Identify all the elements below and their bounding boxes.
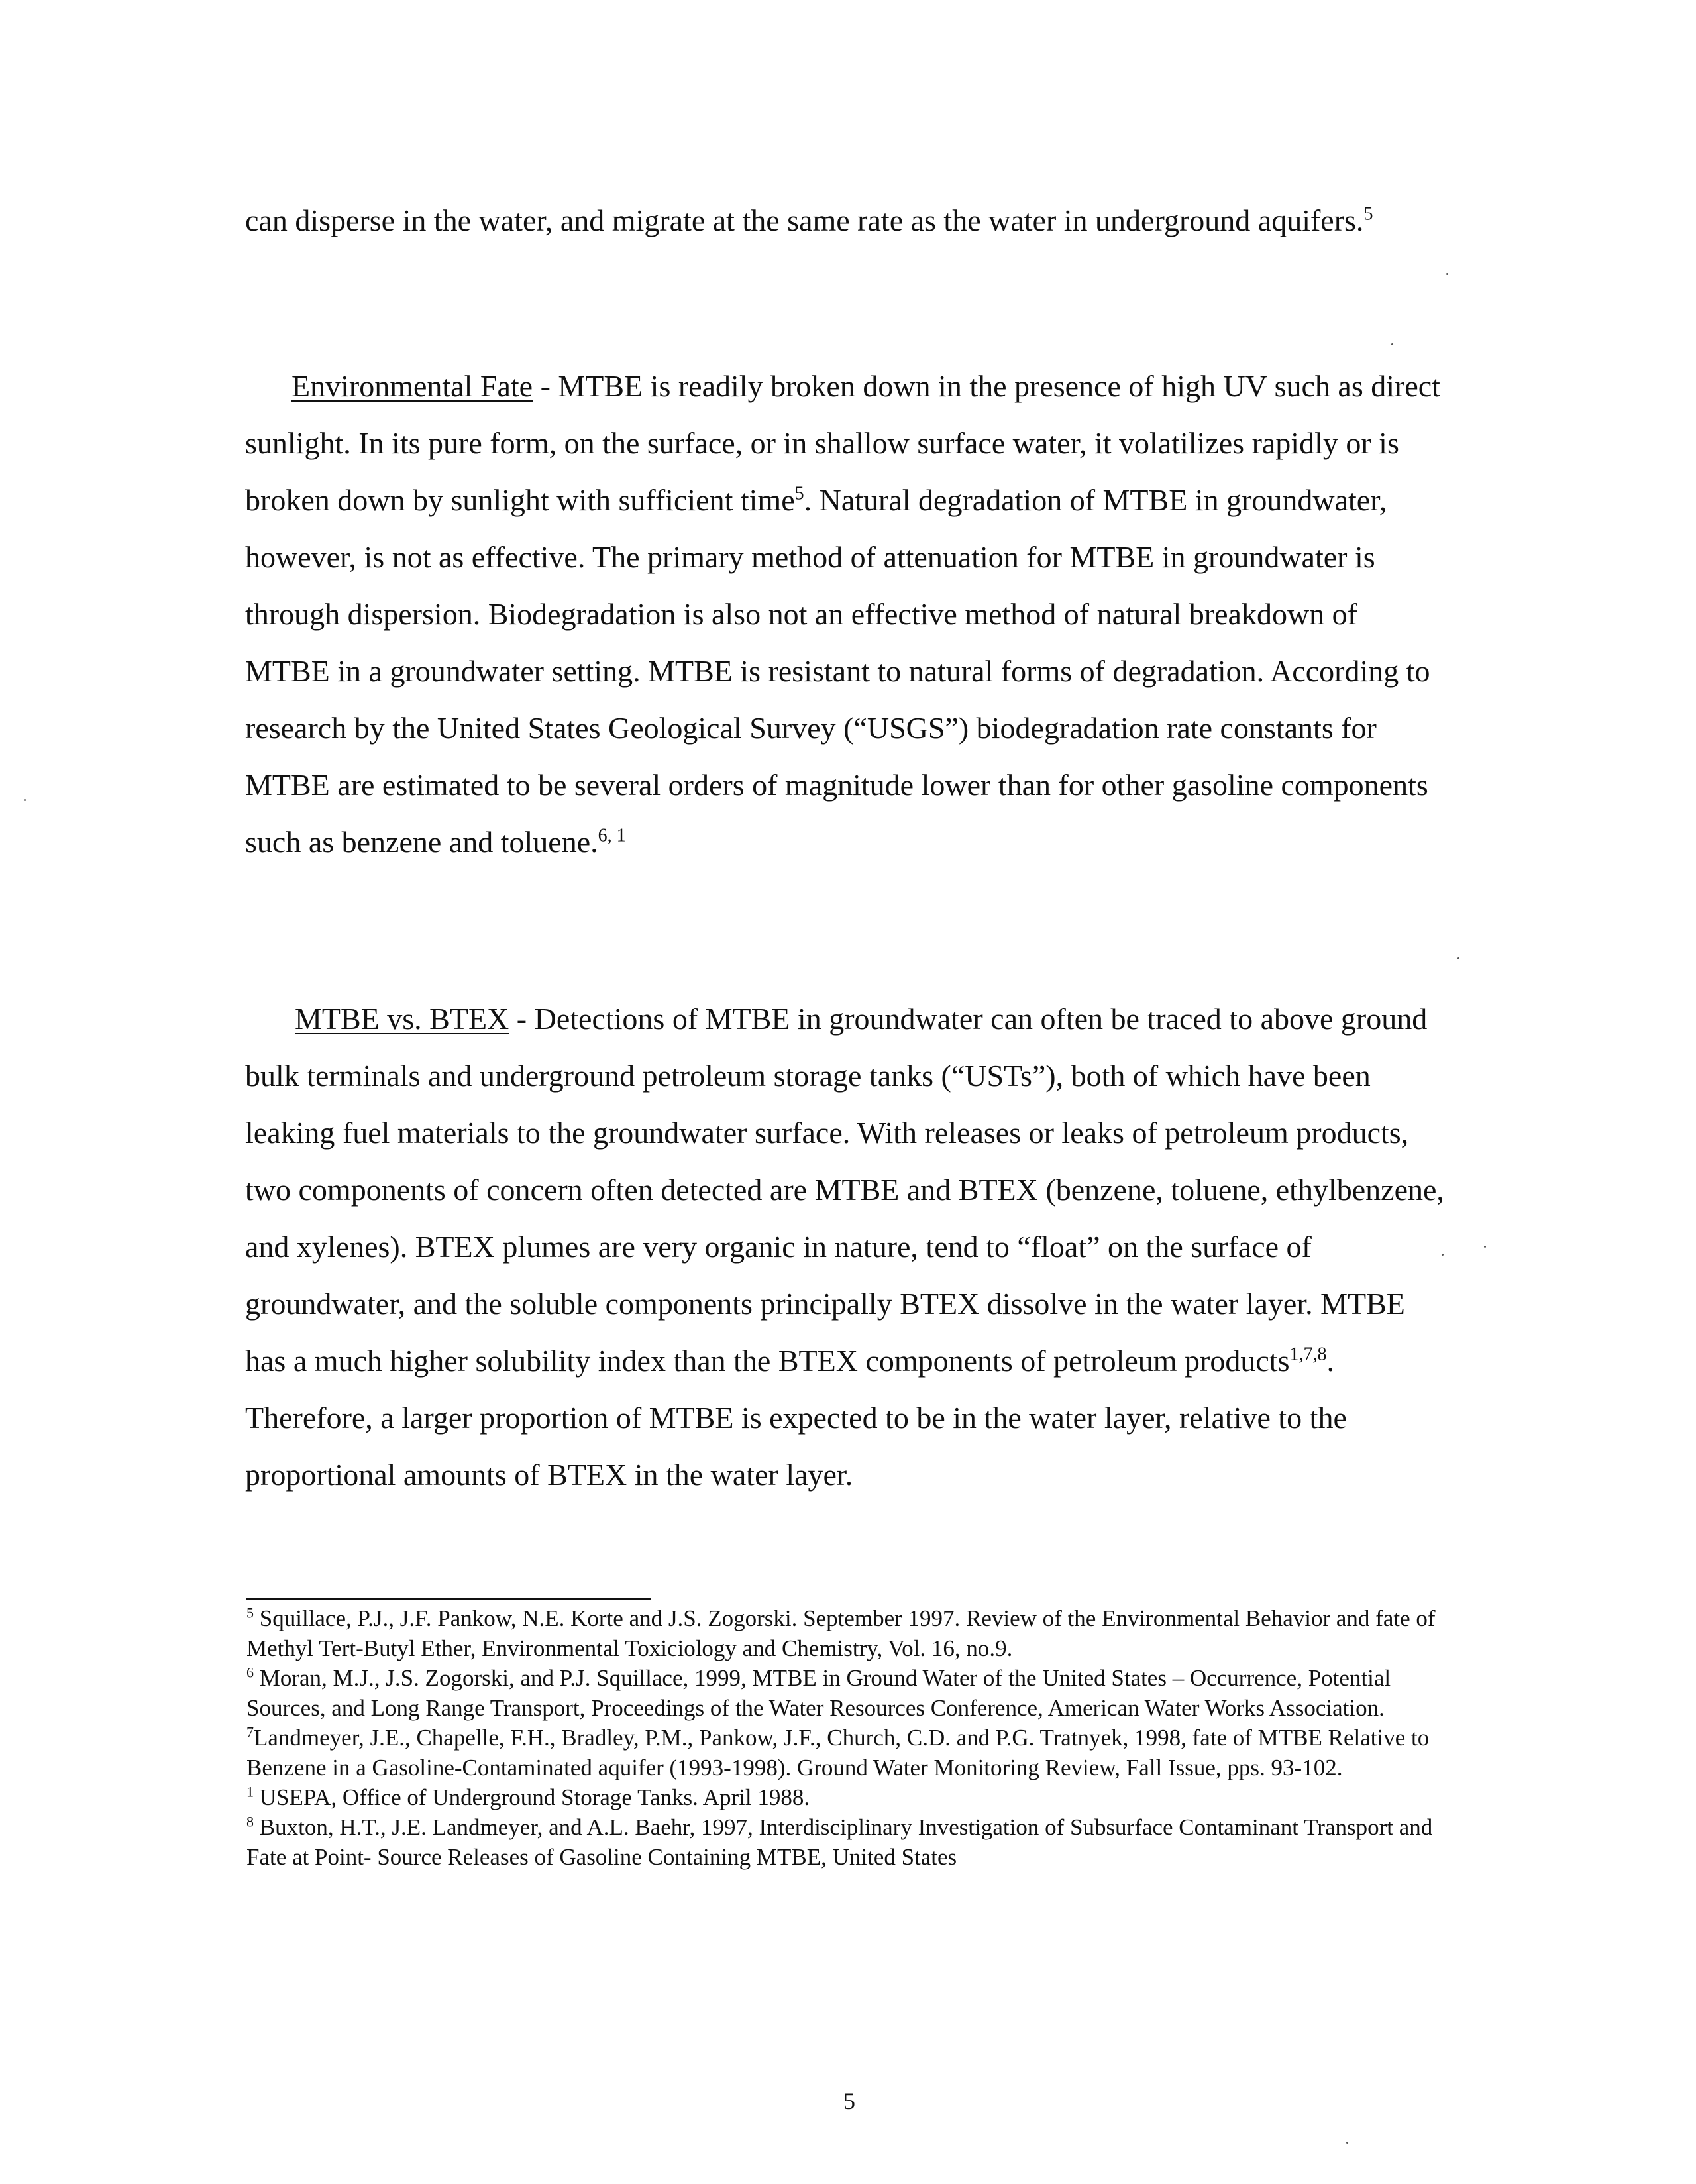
- footnote-number: 8: [246, 1813, 254, 1830]
- footnote-divider: [246, 1598, 651, 1600]
- footnote-text: Buxton, H.T., J.E. Landmeyer, and A.L. Baehr, 1997, Interdisciplinary Investigation of Subsurface Contaminant Transport and Fate at Point- Source Releases of Gasoline Containing MTBE, United States: [246, 1814, 1433, 1870]
- footnote: [246, 1663, 1452, 1723]
- section-heading-mtbe-vs-btex: MTBE vs. BTEX: [295, 1002, 509, 1036]
- paragraph-dispersion: [245, 192, 1444, 249]
- scan-speck: [1446, 273, 1448, 275]
- footnote-text: Landmeyer, J.E., Chapelle, F.H., Bradley, P.M., Pankow, J.F., Church, C.D. and P.G. Tratnyek, 1998, fate of MTBE Relative to Benzene in a Gasoline-Contaminated aquifer (1993-1998). Ground Water Monitoring Review, Fall Issue, pps. 93-102.: [246, 1725, 1430, 1780]
- paragraph-text: MTBE is readily broken down in the presence of high UV such as direct sunlight. In its pure form, on the surface, or in shallow surface water, it volatilizes rapidly or is broken down by sunlight with sufficient time: [245, 369, 1440, 517]
- paragraph-text: Detections of MTBE in groundwater can often be traced to above ground bulk terminals and underground petroleum storage tanks (“USTs”), both of which have been leaking fuel materials to the groundwater surface. With releases or leaks of petroleum products, two components of concern often detected are MTBE and BTEX (benzene, toluene, ethylbenzene, and xylenes). BTEX plumes are very organic in nature, tend to “float” on the surface of groundwater, and the soluble components principally BTEX dissolve in the water layer. MTBE has a much higher solubility index than the BTEX components of petroleum products: [245, 1002, 1444, 1378]
- footnote-number: 1: [246, 1783, 254, 1800]
- section-heading-environmental-fate: Environmental Fate: [292, 369, 533, 403]
- footnote: [246, 1604, 1452, 1663]
- footnotes: [246, 1604, 1452, 1872]
- scan-speck: [1442, 1254, 1444, 1256]
- paragraph-mtbe-vs-btex: [245, 991, 1444, 1503]
- footnote-ref: 5: [794, 483, 804, 504]
- footnote: [246, 1812, 1452, 1872]
- paragraph-text: can disperse in the water, and migrate at the same rate as the water in underground aquifers.: [245, 203, 1364, 237]
- footnote-number: 5: [246, 1604, 254, 1621]
- footnote-number: 6: [246, 1664, 254, 1681]
- footnote: [246, 1782, 1452, 1812]
- paragraph-text: . Natural degradation of MTBE in groundwater, however, is not as effective. The primary method of attenuation for MTBE in groundwater is through dispersion. Biodegradation is also not an effective method of natural breakdown of MTBE in a groundwater setting. MTBE is resistant to natural forms of degradation. According to research by the United States Geological Survey (“USGS”) biodegradation rate constants for MTBE are estimated to be several orders of magnitude lower than for other gasoline components such as benzene and toluene.: [245, 483, 1430, 859]
- page-number: 5: [843, 2088, 855, 2114]
- footnote-ref: 5: [1363, 203, 1373, 225]
- footnote: [246, 1723, 1452, 1782]
- footnote-ref: 1,7,8: [1289, 1344, 1327, 1365]
- scan-speck: [1484, 1246, 1486, 1248]
- footnote-number: 7: [246, 1723, 254, 1741]
- paragraph-text: . Therefore, a larger proportion of MTBE is expected to be in the water layer, relative to the proportional amounts of BTEX in the water layer.: [245, 1344, 1347, 1492]
- footnote-ref: 6, 1: [598, 825, 626, 846]
- footnote-text: Squillace, P.J., J.F. Pankow, N.E. Korte and J.S. Zogorski. September 1997. Review of the Environmental Behavior and fate of Methyl Tert-Butyl Ether, Environmental Toxiciology and Chemistry, Vol. 16, no.9.: [246, 1606, 1436, 1661]
- paragraph-environmental-fate: [245, 358, 1444, 871]
- scan-speck: [1458, 957, 1459, 959]
- scan-speck: [1346, 2142, 1348, 2144]
- footnote-text: USEPA, Office of Underground Storage Tanks. April 1988.: [254, 1784, 810, 1810]
- heading-separator: -: [509, 1002, 535, 1036]
- scan-speck: [1391, 343, 1393, 345]
- scan-speck: [24, 799, 26, 801]
- footnote-text: Moran, M.J., J.S. Zogorski, and P.J. Squillace, 1999, MTBE in Ground Water of the United States – Occurrence, Potential Sources, and Long Range Transport, Proceedings of the Water Resources Conference, American Water Works Association.: [246, 1665, 1391, 1721]
- heading-separator: -: [533, 369, 558, 403]
